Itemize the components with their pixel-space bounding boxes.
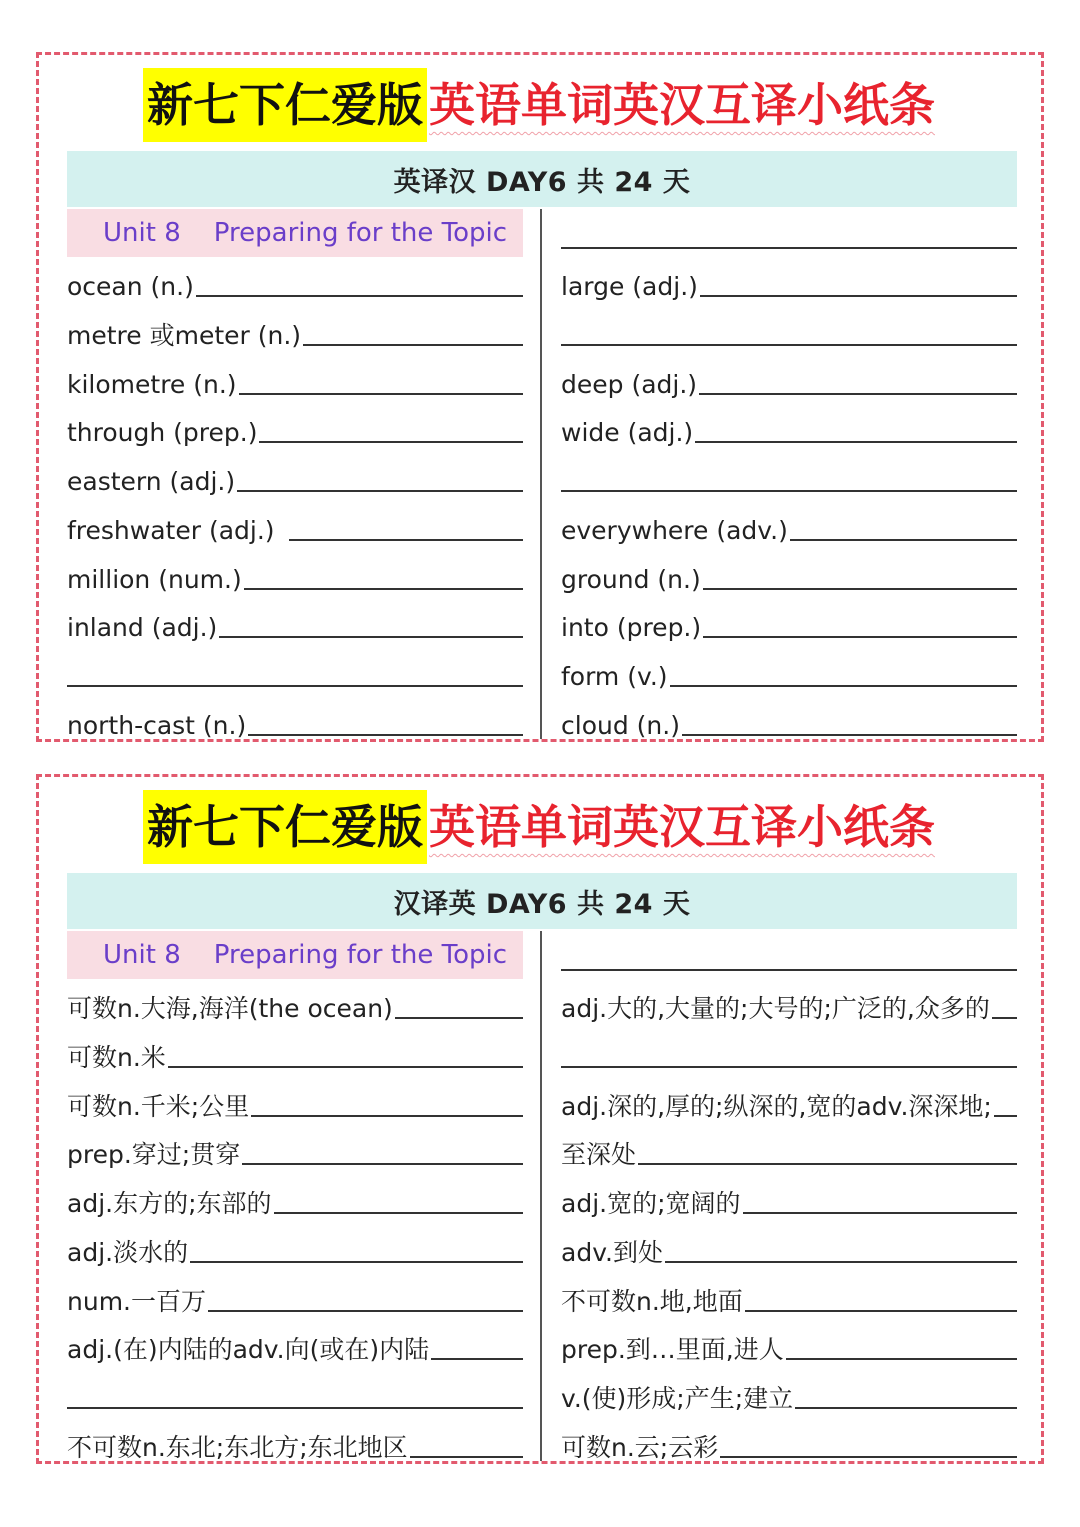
answer-line[interactable] bbox=[242, 1162, 523, 1165]
word-row bbox=[67, 1028, 523, 1077]
word-row bbox=[67, 1174, 523, 1223]
title-red: 英语单词英汉互译小纸条 bbox=[429, 78, 935, 132]
word-text: num.一百万 bbox=[67, 1286, 206, 1316]
card-english-to-chinese bbox=[36, 52, 1044, 742]
word-text: 至深处 bbox=[561, 1140, 637, 1170]
word-text: adj.深的,厚的;纵深的,宽的adv.深深地; bbox=[561, 1091, 992, 1121]
word-text: v.(使)形成;产生;建立 bbox=[561, 1383, 794, 1413]
title-red: 英语单词英汉互译小纸条 bbox=[429, 800, 935, 854]
answer-line[interactable] bbox=[251, 1114, 523, 1117]
word-row bbox=[67, 550, 523, 599]
word-row bbox=[67, 355, 523, 404]
word-text: everywhere (adv.) bbox=[561, 515, 788, 545]
word-text: kilometre (n.) bbox=[67, 369, 237, 399]
word-text: million (num.) bbox=[67, 564, 242, 594]
answer-line[interactable] bbox=[219, 635, 523, 638]
word-row bbox=[67, 1126, 523, 1175]
left-column bbox=[67, 931, 523, 1467]
word-text: inland (adj.) bbox=[67, 613, 218, 643]
answer-line[interactable] bbox=[665, 1260, 1017, 1263]
word-text: adj.淡水的 bbox=[67, 1237, 189, 1267]
word-row bbox=[561, 258, 1017, 307]
word-row bbox=[67, 452, 523, 501]
column-divider bbox=[540, 209, 542, 739]
word-row bbox=[561, 355, 1017, 404]
answer-line[interactable] bbox=[431, 1357, 523, 1360]
word-row bbox=[561, 1223, 1017, 1272]
word-row bbox=[67, 306, 523, 355]
answer-line[interactable] bbox=[208, 1309, 523, 1312]
unit-label: Unit 8 Preparing for the Topic bbox=[67, 209, 523, 257]
card-chinese-to-english bbox=[36, 774, 1044, 1464]
answer-line[interactable] bbox=[743, 1211, 1017, 1214]
word-row bbox=[561, 696, 1017, 745]
word-row bbox=[67, 1369, 523, 1418]
word-row bbox=[561, 1174, 1017, 1223]
word-text: prep.到…里面,进人 bbox=[561, 1335, 784, 1365]
word-text: freshwater (adj.) bbox=[67, 515, 275, 545]
word-text: adj.东方的;东部的 bbox=[67, 1189, 272, 1219]
column-divider bbox=[540, 931, 542, 1461]
answer-line[interactable] bbox=[303, 343, 523, 346]
answer-line[interactable] bbox=[561, 489, 1017, 492]
word-text: metre 或meter (n.) bbox=[67, 321, 302, 351]
day-band: 汉译英 DAY6 共 24 天 bbox=[67, 873, 1017, 929]
answer-line[interactable] bbox=[790, 538, 1017, 541]
answer-line[interactable] bbox=[699, 392, 1017, 395]
word-text: ocean (n.) bbox=[67, 272, 194, 302]
word-row bbox=[561, 306, 1017, 355]
answer-line[interactable] bbox=[703, 635, 1017, 638]
word-row bbox=[561, 209, 1017, 258]
answer-line[interactable] bbox=[239, 392, 523, 395]
word-row bbox=[561, 931, 1017, 980]
word-text: 不可数n.东北;东北方;东北地区 bbox=[67, 1432, 408, 1462]
word-row bbox=[561, 1272, 1017, 1321]
word-row bbox=[561, 599, 1017, 648]
word-text: 可数n.大海,海洋(the ocean) bbox=[67, 994, 393, 1024]
word-text: into (prep.) bbox=[561, 613, 702, 643]
word-text: adj.大的,大量的;大号的;广泛的,众多的 bbox=[561, 994, 990, 1024]
answer-line[interactable] bbox=[410, 1455, 523, 1458]
answer-line[interactable] bbox=[248, 733, 523, 736]
word-text: north-cast (n.) bbox=[67, 710, 247, 740]
left-column bbox=[67, 209, 523, 745]
answer-line[interactable] bbox=[289, 538, 523, 541]
word-text: 可数n.云;云彩 bbox=[561, 1432, 719, 1462]
word-row bbox=[561, 1126, 1017, 1175]
word-row bbox=[561, 404, 1017, 453]
answer-line[interactable] bbox=[786, 1357, 1017, 1360]
word-row bbox=[561, 1321, 1017, 1370]
answer-line[interactable] bbox=[237, 489, 523, 492]
answer-line[interactable] bbox=[274, 1211, 523, 1214]
answer-line[interactable] bbox=[700, 294, 1017, 297]
word-text: 可数n.千米;公里 bbox=[67, 1091, 250, 1121]
word-row bbox=[67, 1223, 523, 1272]
unit-label: Unit 8 Preparing for the Topic bbox=[67, 931, 523, 979]
answer-line[interactable] bbox=[561, 246, 1017, 249]
title-highlight: 新七下仁爱版 bbox=[143, 68, 427, 142]
word-text: adv.到处 bbox=[561, 1237, 663, 1267]
answer-line[interactable] bbox=[67, 1406, 523, 1409]
word-text: form (v.) bbox=[561, 661, 668, 691]
word-text: ground (n.) bbox=[561, 564, 701, 594]
answer-line[interactable] bbox=[190, 1260, 523, 1263]
answer-line[interactable] bbox=[561, 1065, 1017, 1068]
day-band: 英译汉 DAY6 共 24 天 bbox=[67, 151, 1017, 207]
word-row bbox=[561, 1077, 1017, 1126]
answer-line[interactable] bbox=[196, 294, 523, 297]
word-row bbox=[561, 1028, 1017, 1077]
word-text: cloud (n.) bbox=[561, 710, 680, 740]
answer-line[interactable] bbox=[561, 343, 1017, 346]
word-text: 可数n.米 bbox=[67, 1043, 166, 1073]
word-text: large (adj.) bbox=[561, 272, 698, 302]
answer-line[interactable] bbox=[638, 1162, 1017, 1165]
word-row bbox=[67, 501, 523, 550]
word-text: adj.(在)内陆的adv.向(或在)内陆 bbox=[67, 1335, 430, 1365]
answer-line[interactable] bbox=[720, 1455, 1017, 1458]
word-row bbox=[67, 980, 523, 1029]
answer-line[interactable] bbox=[994, 1114, 1017, 1117]
card-title bbox=[39, 785, 1041, 869]
word-row bbox=[67, 1272, 523, 1321]
word-row bbox=[561, 1418, 1017, 1467]
word-row bbox=[561, 647, 1017, 696]
answer-line[interactable] bbox=[244, 587, 523, 590]
answer-line[interactable] bbox=[168, 1065, 523, 1068]
word-row bbox=[561, 980, 1017, 1029]
word-row bbox=[67, 1418, 523, 1467]
word-text: eastern (adj.) bbox=[67, 467, 236, 497]
title-highlight: 新七下仁爱版 bbox=[143, 790, 427, 864]
answer-line[interactable] bbox=[259, 440, 523, 443]
answer-line[interactable] bbox=[670, 684, 1017, 687]
answer-line[interactable] bbox=[395, 1016, 523, 1019]
answer-line[interactable] bbox=[703, 587, 1017, 590]
word-text: deep (adj.) bbox=[561, 369, 698, 399]
word-row bbox=[67, 258, 523, 307]
right-column bbox=[561, 931, 1017, 1467]
word-text: wide (adj.) bbox=[561, 418, 694, 448]
answer-line[interactable] bbox=[695, 440, 1017, 443]
answer-line[interactable] bbox=[795, 1406, 1017, 1409]
word-row bbox=[561, 1369, 1017, 1418]
answer-line[interactable] bbox=[67, 684, 523, 687]
answer-line[interactable] bbox=[745, 1309, 1017, 1312]
word-row bbox=[67, 696, 523, 745]
word-row bbox=[67, 404, 523, 453]
word-row bbox=[67, 647, 523, 696]
word-row bbox=[67, 599, 523, 648]
word-row bbox=[561, 452, 1017, 501]
word-row bbox=[67, 1321, 523, 1370]
answer-line[interactable] bbox=[992, 1016, 1017, 1019]
word-text: prep.穿过;贯穿 bbox=[67, 1140, 241, 1170]
word-text: 不可数n.地,地面 bbox=[561, 1286, 743, 1316]
word-text: adj.宽的;宽阔的 bbox=[561, 1189, 741, 1219]
word-row bbox=[561, 501, 1017, 550]
answer-line[interactable] bbox=[682, 733, 1017, 736]
answer-line[interactable] bbox=[561, 968, 1017, 971]
word-row bbox=[561, 550, 1017, 599]
card-title bbox=[39, 63, 1041, 147]
word-row bbox=[67, 1077, 523, 1126]
right-column bbox=[561, 209, 1017, 745]
word-text: through (prep.) bbox=[67, 418, 258, 448]
